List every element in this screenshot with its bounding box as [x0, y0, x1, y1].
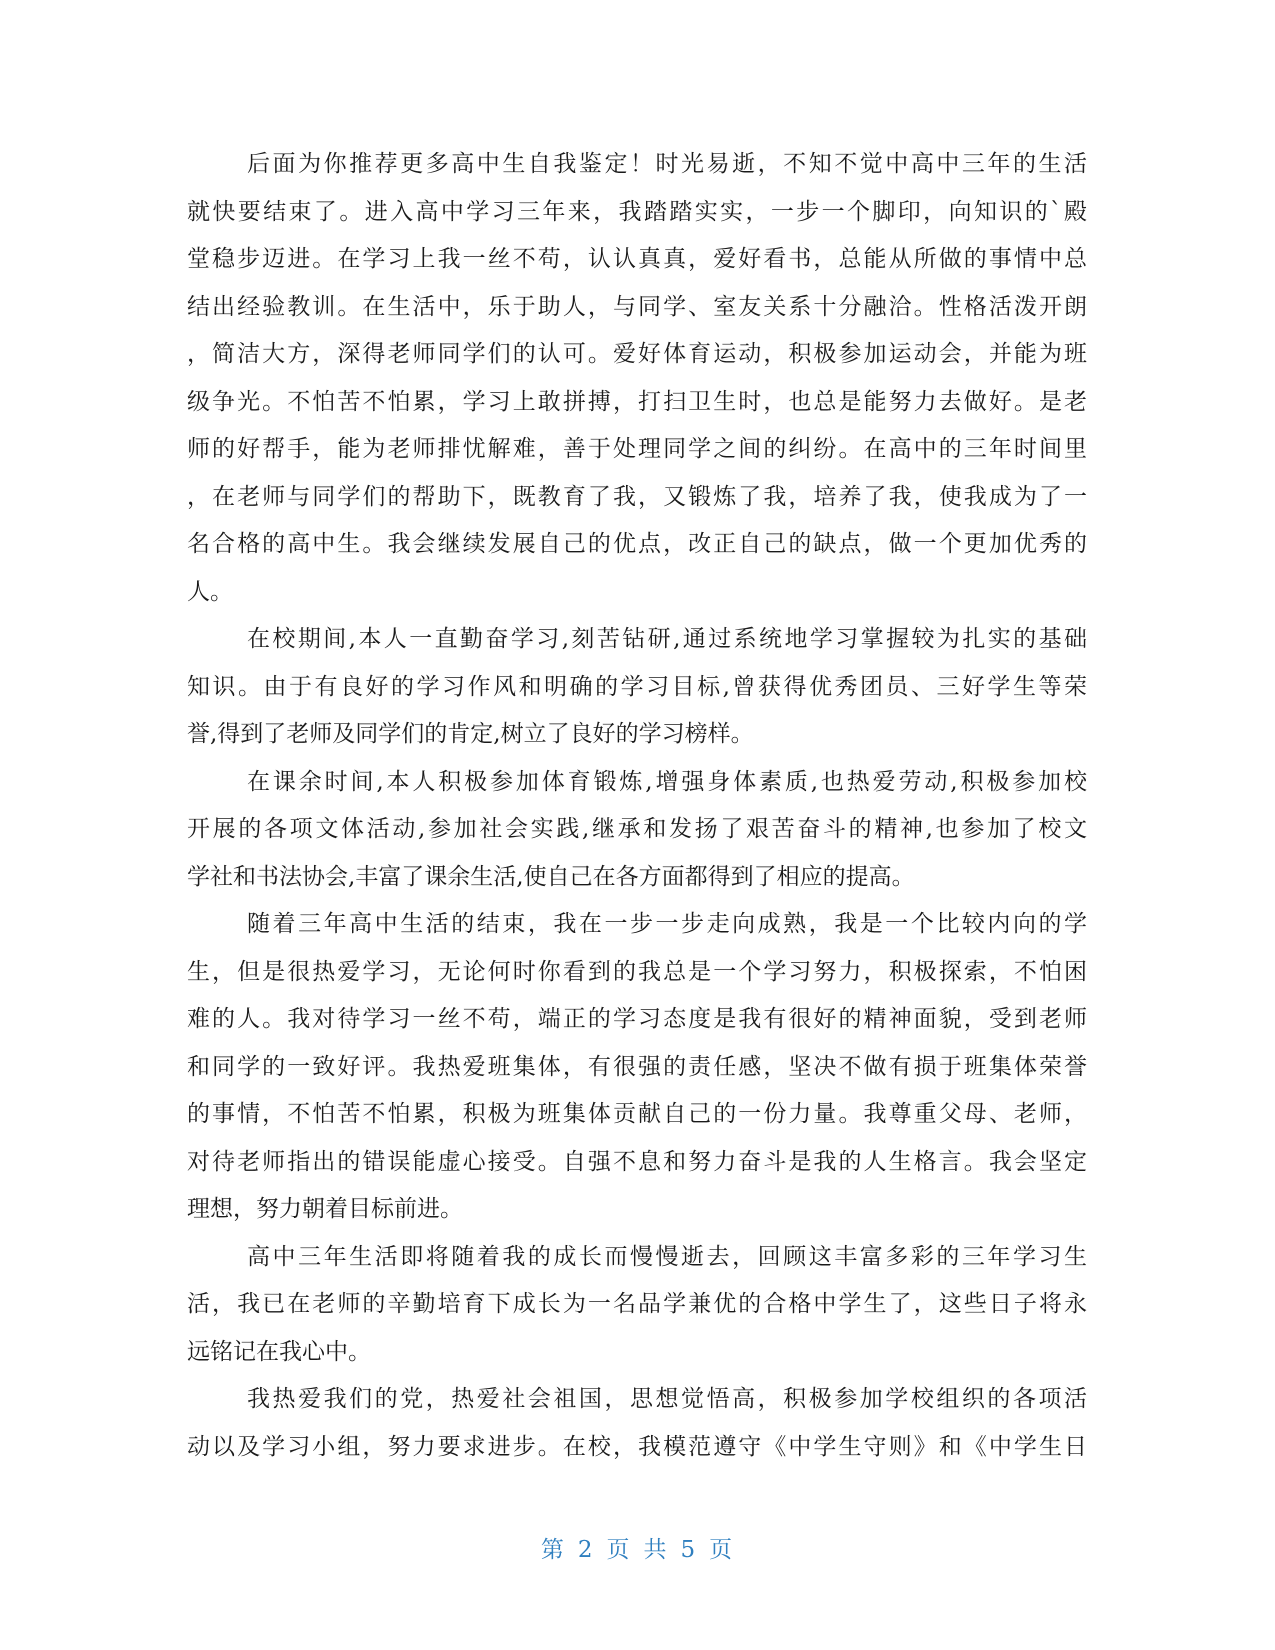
text-line: 师的好帮手，能为老师排忧解难，善于处理同学之间的纠纷。在高中的三年时间里 [187, 436, 1087, 462]
text-line: 难的人。我对待学习一丝不苟，端正的学习态度是我有很好的精神面貌，受到老师 [187, 1006, 1087, 1032]
text-line: 随着三年高中生活的结束，我在一步一步走向成熟，我是一个比较内向的学 [247, 911, 1087, 937]
text-line: 后面为你推荐更多高中生自我鉴定！时光易逝，不知不觉中高中三年的生活 [247, 151, 1087, 177]
text-line: 级争光。不怕苦不怕累，学习上敢拼搏，打扫卫生时，也总是能努力去做好。是老 [187, 388, 1087, 415]
text-line: 开展的各项文体活动,参加社会实践,继承和发扬了艰苦奋斗的精神,也参加了校文 [187, 816, 1087, 842]
text-line: 学社和书法协会,丰富了课余生活,使自己在各方面都得到了相应的提高。 [187, 863, 915, 890]
text-line: 人。 [187, 578, 233, 605]
total-page-count: 5 [680, 1537, 698, 1563]
text-line: 高中三年生活即将随着我的成长而慢慢逝去，回顾这丰富多彩的三年学习生 [247, 1243, 1087, 1270]
text-line: 在课余时间,本人积极参加体育锻炼,增强身体素质,也热爱劳动,积极参加校 [247, 768, 1087, 795]
text-line: 和同学的一致好评。我热爱班集体，有很强的责任感，坚决不做有损于班集体荣誉 [187, 1053, 1087, 1080]
footer-word: 页 [709, 1537, 735, 1563]
text-line: ，简洁大方，深得老师同学们的认可。爱好体育运动，积极参加运动会，并能为班 [187, 341, 1087, 367]
text-line: 知识。由于有良好的学习作风和明确的学习目标,曾获得优秀团员、三好学生等荣 [187, 673, 1087, 700]
text-line: 我热爱我们的党，热爱社会祖国，思想觉悟高，积极参加学校组织的各项活 [247, 1386, 1087, 1412]
text-line: 堂稳步迈进。在学习上我一丝不苟，认认真真，爱好看书，总能从所做的事情中总 [187, 246, 1087, 272]
text-line: 活，我已在老师的辛勤培育下成长为一名品学兼优的合格中学生了，这些日子将永 [187, 1291, 1087, 1317]
text-line: 动以及学习小组，努力要求进步。在校，我模范遵守《中学生守则》和《中学生日 [187, 1433, 1087, 1460]
text-line: 生，但是很热爱学习，无论何时你看到的我总是一个学习努力，积极探索，不怕困 [187, 958, 1087, 985]
text-line: 对待老师指出的错误能虚心接受。自强不息和努力奋斗是我的人生格言。我会坚定 [187, 1148, 1087, 1175]
page-footer [0, 1531, 1275, 1564]
footer-word: 共 [643, 1537, 669, 1563]
body-text [187, 141, 1087, 1471]
text-line: 在校期间,本人一直勤奋学习,刻苦钻研,通过系统地学习掌握较为扎实的基础 [247, 626, 1087, 652]
text-line: 就快要结束了。进入高中学习三年来，我踏踏实实，一步一个脚印，向知识的`殿 [187, 198, 1087, 225]
text-line: 名合格的高中生。我会继续发展自己的优点，改正自己的缺点，做一个更加优秀的 [187, 531, 1087, 557]
text-line: 结出经验教训。在生活中，乐于助人，与同学、室友关系十分融洽。性格活泼开朗 [187, 293, 1087, 320]
text-line: 的事情，不怕苦不怕累，积极为班集体贡献自己的一份力量。我尊重父母、老师， [187, 1101, 1087, 1127]
footer-word: 第 [540, 1537, 566, 1563]
footer-word: 页 [606, 1537, 632, 1563]
text-line: 誉,得到了老师及同学们的肯定,树立了良好的学习榜样。 [187, 721, 754, 747]
text-line: 理想，努力朝着目标前进。 [187, 1196, 463, 1222]
current-page-number: 2 [577, 1537, 595, 1563]
text-line: 远铭记在我心中。 [187, 1338, 371, 1365]
text-line: ，在老师与同学们的帮助下，既教育了我，又锻炼了我，培养了我，使我成为了一 [187, 483, 1087, 510]
